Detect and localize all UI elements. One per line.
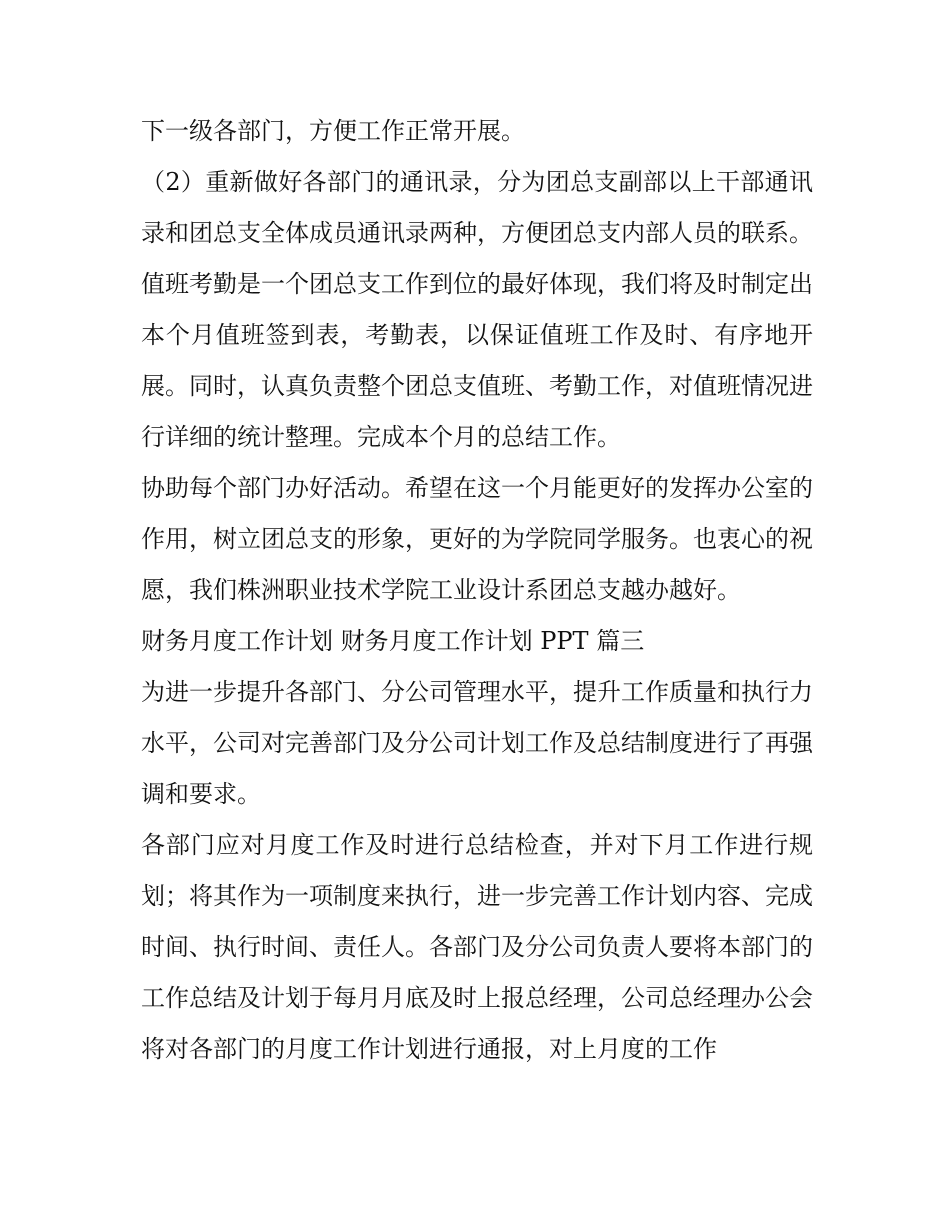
paragraph-assist-departments: 协助每个部门办好活动。希望在这一个月能更好的发挥办公室的作用，树立团总支的形象，更好的为学院同学服务。也衷心的祝愿，我们株洲职业技术学院工业设计系团总支越办越好。 [141,474,813,604]
paragraph-duty-attendance: 值班考勤是一个团总支工作到位的最好体现，我们将及时制定出本个月值班签到表，考勤表，以保证值班工作及时、有序地开展。同时，认真负责整个团总支值班、考勤工作，对值班情况进行详细的统计整理。完成本个月的总结工作。 [141,270,813,451]
paragraph-contact-list: （2）重新做好各部门的通讯录，分为团总支副部以上干部通讯录和团总支全体成员通讯录两种，方便团总支内部人员的联系。 [141,168,813,247]
section-heading: 财务月度工作计划 财务月度工作计划 PPT 篇三 [141,627,645,655]
paragraph-monthly-review: 各部门应对月度工作及时进行总结检查，并对下月工作进行规划；将其作为一项制度来执行，进一步完善工作计划内容、完成时间、执行时间、责任人。各部门及分公司负责人要将本部门的工作总结及计划于每月月底及时上报总经理，公司总经理办公会将对各部门的月度工作计划进行通报，对上月度的工作 [141,831,813,1063]
paragraph-management-level: 为进一步提升各部门、分公司管理水平，提升工作质量和执行力水平，公司对完善部门及分公司计划工作及总结制度进行了再强调和要求。 [141,678,813,808]
document-body [141,106,813,1075]
paragraph-continuation: 下一级各部门，方便工作正常开展。 [141,117,525,145]
